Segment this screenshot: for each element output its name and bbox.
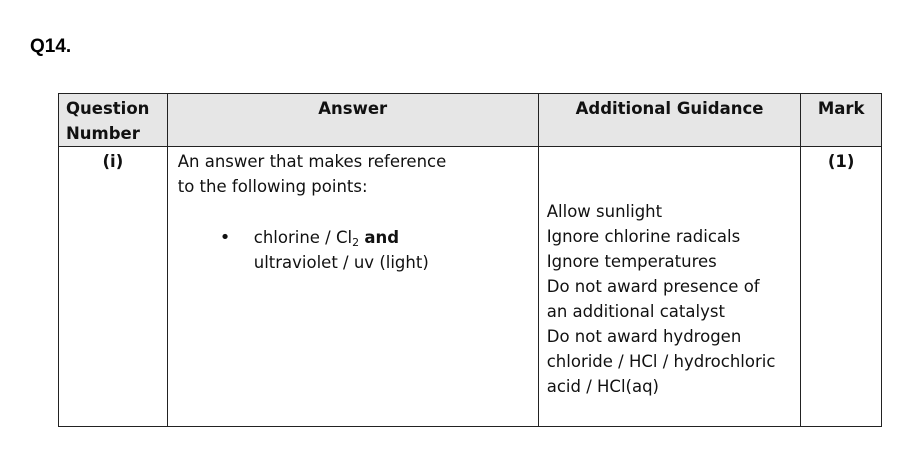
header-question-number <box>59 94 168 147</box>
answer-bullet <box>220 225 530 275</box>
header-mark: Mark <box>801 94 882 147</box>
answer-intro-line1: An answer that makes reference <box>177 152 447 171</box>
bullet-line2: ultraviolet / uv (light) <box>253 253 429 272</box>
answer-cell <box>167 147 538 427</box>
bullet-bold: and <box>364 228 400 247</box>
header-question-number-line1: Question <box>66 99 150 118</box>
header-row <box>59 94 882 147</box>
guidance-line: Allow sunlight <box>546 202 663 221</box>
guidance-line: Do not award hydrogen <box>546 327 742 346</box>
bullet-line1 <box>254 225 429 250</box>
bullet-text <box>254 225 429 275</box>
table-row <box>59 147 882 427</box>
guidance-line: Ignore chlorine radicals <box>546 227 741 246</box>
guidance-line: acid / HCl(aq) <box>546 377 659 396</box>
bullet-part1: chlorine / Cl <box>253 228 353 247</box>
guidance-cell <box>538 147 801 427</box>
guidance-line: Do not award presence of <box>546 277 760 296</box>
guidance-line: chloride / HCl / hydrochloric <box>546 352 776 371</box>
guidance-line: Ignore temperatures <box>546 252 717 271</box>
header-additional-guidance: Additional Guidance <box>538 94 801 147</box>
header-answer: Answer <box>167 94 538 147</box>
header-question-number-line2: Number <box>66 124 140 143</box>
mark-scheme-table <box>58 93 882 427</box>
question-number-cell: (i) <box>59 147 168 427</box>
answer-intro-line2: to the following points: <box>177 177 368 196</box>
bullet-subscript: 2 <box>352 236 360 249</box>
bullet-icon: • <box>219 227 231 248</box>
answer-intro <box>178 149 530 199</box>
guidance-line: an additional catalyst <box>546 302 725 321</box>
mark-cell: (1) <box>801 147 882 427</box>
question-label: Q14. <box>30 36 72 57</box>
guidance-list <box>547 199 795 399</box>
